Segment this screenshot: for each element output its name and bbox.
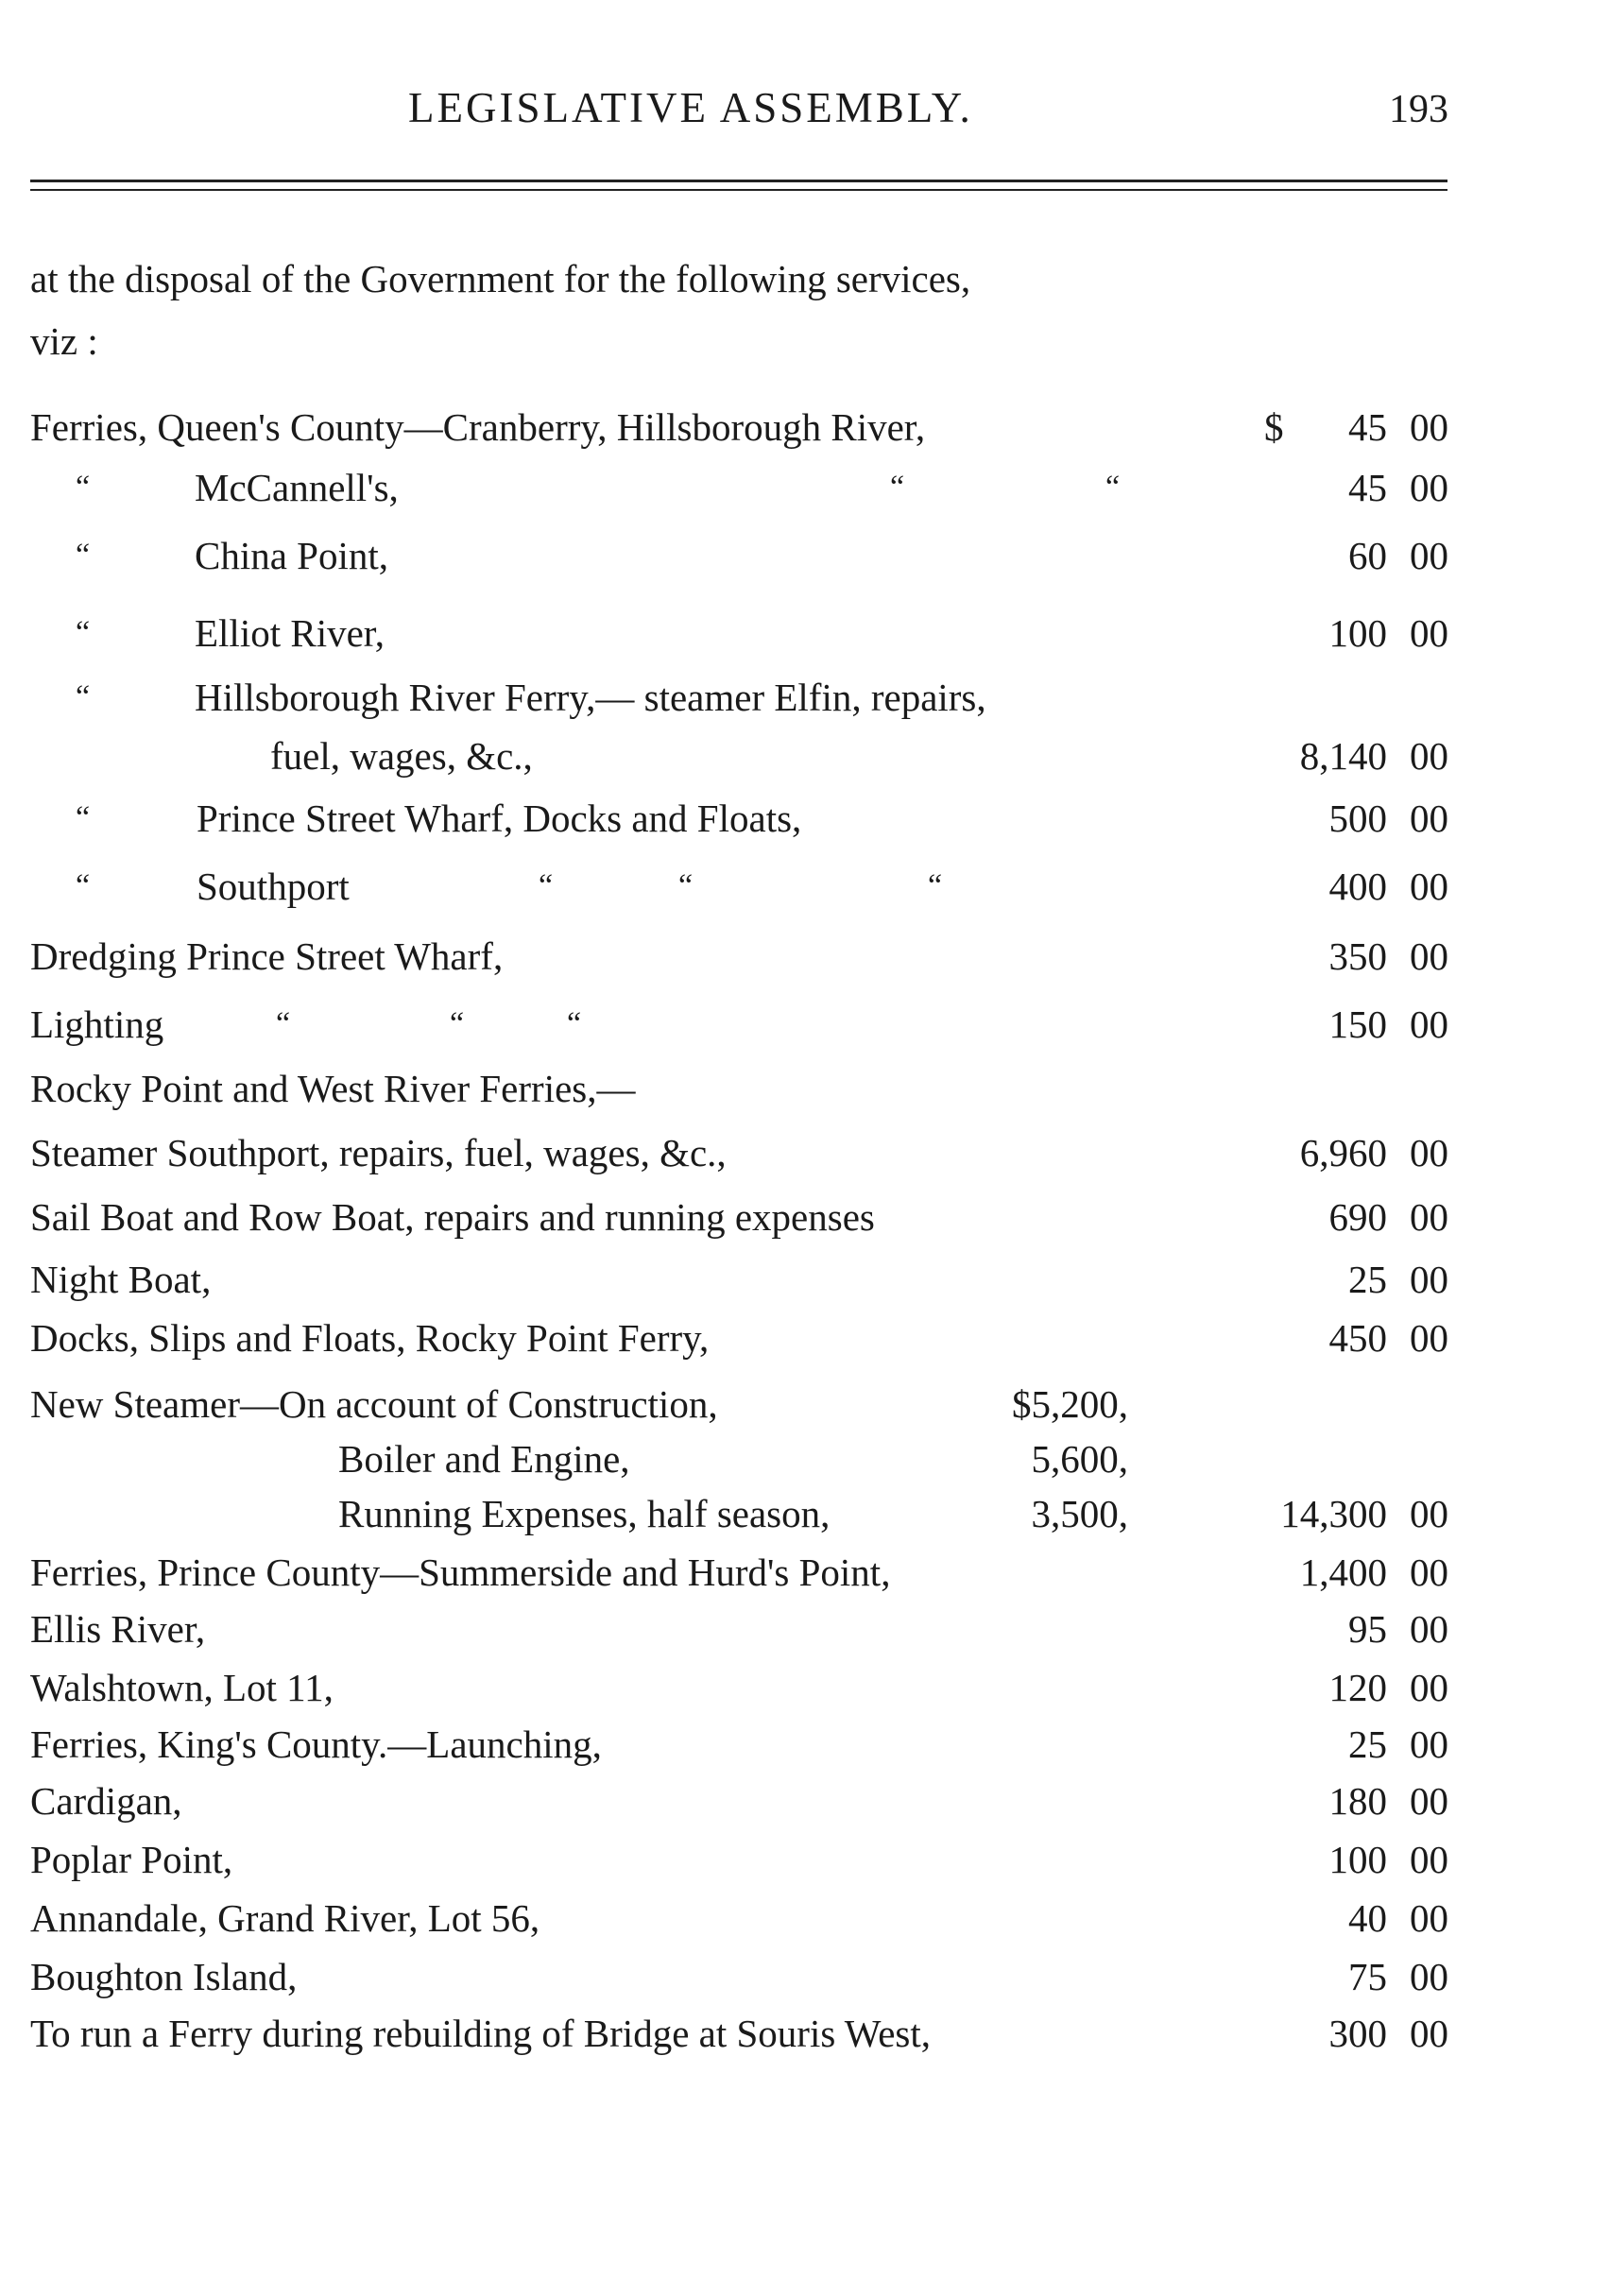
item-label: Boiler and Engine, [338, 1437, 630, 1481]
item-amount: 150 [1328, 1002, 1387, 1046]
ditto-mark: “ [890, 470, 905, 505]
item-label: Walshtown, Lot 11, [30, 1666, 334, 1709]
intro-line: viz : [30, 319, 98, 363]
table-row [0, 1606, 1610, 1652]
item-label: Elliot River, [195, 611, 385, 655]
ditto-mark: “ [539, 868, 554, 903]
table-row [0, 1315, 1610, 1361]
item-label: McCannell's, [195, 466, 399, 509]
ditto-mark: “ [276, 1006, 291, 1041]
item-amount: 1,400 [1299, 1551, 1387, 1594]
item-amount: 300 [1328, 2012, 1387, 2055]
item-amount: 8,140 [1299, 734, 1387, 778]
ditto-mark: “ [567, 1006, 582, 1041]
item-label: Annandale, Grand River, Lot 56, [30, 1896, 540, 1940]
item-cents: 00 [1410, 1838, 1448, 1881]
table-row [0, 1381, 1610, 1427]
item-cents: 00 [1410, 534, 1448, 577]
intro-paragraph [30, 248, 1353, 372]
table-row [0, 1550, 1610, 1595]
ditto-mark: “ [928, 868, 943, 903]
header-rule [30, 180, 1447, 182]
table-row [0, 465, 1610, 510]
table-row [0, 1130, 1610, 1175]
table-row [0, 1722, 1610, 1767]
item-amount: 25 [1348, 1722, 1387, 1766]
ditto-mark: “ [76, 800, 91, 835]
item-label: Ferries, Queen's County—Cranberry, Hillsborough River, [30, 405, 926, 449]
page-title: LEGISLATIVE ASSEMBLY. [408, 84, 973, 131]
item-label: Rocky Point and West River Ferries,— [30, 1067, 636, 1110]
item-label: fuel, wages, &c., [270, 734, 533, 778]
ditto-mark: “ [678, 868, 694, 903]
item-label: Hillsborough River Ferry,— steamer Elfin, repairs, [195, 676, 986, 719]
ditto-mark: “ [76, 868, 91, 903]
item-label: Ellis River, [30, 1607, 206, 1651]
item-cents: 00 [1410, 2012, 1448, 2055]
item-amount: 6,960 [1299, 1131, 1387, 1174]
ditto-mark: “ [1105, 470, 1121, 505]
item-amount: 25 [1348, 1258, 1387, 1301]
item-amount: 100 [1328, 1838, 1387, 1881]
table-row [0, 1066, 1610, 1111]
table-row [0, 1837, 1610, 1882]
table-row [0, 533, 1610, 578]
table-row [0, 1954, 1610, 1999]
table-row [0, 1002, 1610, 1047]
item-sub-amount: 3,500, [1031, 1492, 1128, 1535]
item-label: Ferries, King's County.—Launching, [30, 1722, 602, 1766]
item-cents: 00 [1410, 405, 1448, 449]
table-row [0, 1436, 1610, 1482]
page-number: 193 [1389, 88, 1448, 131]
item-amount: 60 [1348, 534, 1387, 577]
table-row [0, 864, 1610, 909]
item-amount: 100 [1328, 611, 1387, 655]
table-row [0, 675, 1610, 720]
table-row [0, 610, 1610, 656]
item-amount: 690 [1328, 1195, 1387, 1239]
item-cents: 00 [1410, 1492, 1448, 1535]
item-amount: 120 [1328, 1666, 1387, 1709]
item-label: Sail Boat and Row Boat, repairs and running expenses [30, 1195, 875, 1239]
item-cents: 00 [1410, 1666, 1448, 1709]
item-label: Ferries, Prince County—Summerside and Hurd's Point, [30, 1551, 891, 1594]
table-row [0, 404, 1610, 450]
table-row [0, 1895, 1610, 1941]
item-label: Poplar Point, [30, 1838, 233, 1881]
table-row [0, 733, 1610, 779]
item-label: Southport [197, 865, 350, 908]
item-cents: 00 [1410, 1607, 1448, 1651]
ditto-mark: “ [76, 615, 91, 650]
item-amount: 400 [1328, 865, 1387, 908]
table-row [0, 1491, 1610, 1536]
item-label: Lighting [30, 1002, 164, 1046]
table-row [0, 1665, 1610, 1710]
item-label: New Steamer—On account of Construction, [30, 1382, 718, 1426]
item-cents: 00 [1410, 1131, 1448, 1174]
item-label: Cardigan, [30, 1779, 182, 1823]
item-sub-amount: $5,200, [1012, 1382, 1128, 1426]
table-row [0, 1778, 1610, 1824]
item-label: Dredging Prince Street Wharf, [30, 934, 504, 978]
item-amount: 14,300 [1280, 1492, 1387, 1535]
item-cents: 00 [1410, 1955, 1448, 1998]
item-cents: 00 [1410, 1779, 1448, 1823]
item-label: Prince Street Wharf, Docks and Floats, [197, 797, 802, 840]
intro-line: at the disposal of the Government for the following services, [30, 257, 971, 300]
item-label: Boughton Island, [30, 1955, 298, 1998]
item-label: Docks, Slips and Floats, Rocky Point Ferry, [30, 1316, 710, 1360]
item-amount: 40 [1348, 1896, 1387, 1940]
item-cents: 00 [1410, 611, 1448, 655]
ditto-mark: “ [76, 538, 91, 573]
item-cents: 00 [1410, 1316, 1448, 1360]
item-label: China Point, [195, 534, 389, 577]
ditto-mark: “ [76, 470, 91, 505]
item-amount: 95 [1348, 1607, 1387, 1651]
item-label: To run a Ferry during rebuilding of Bridge at Souris West, [30, 2012, 932, 2055]
item-cents: 00 [1410, 466, 1448, 509]
table-row [0, 2011, 1610, 2056]
item-amount: 350 [1328, 934, 1387, 978]
item-cents: 00 [1410, 1195, 1448, 1239]
item-cents: 00 [1410, 1002, 1448, 1046]
item-amount: 75 [1348, 1955, 1387, 1998]
item-amount: 500 [1328, 797, 1387, 840]
item-amount: 180 [1328, 1779, 1387, 1823]
table-row [0, 1257, 1610, 1302]
item-sub-amount: 5,600, [1031, 1437, 1128, 1481]
item-cents: 00 [1410, 1896, 1448, 1940]
item-cents: 00 [1410, 1722, 1448, 1766]
table-row [0, 1194, 1610, 1240]
item-label: Running Expenses, half season, [338, 1492, 831, 1535]
running-head [0, 83, 1610, 140]
item-amount: 45 [1348, 466, 1387, 509]
item-label: Night Boat, [30, 1258, 212, 1301]
item-label: Steamer Southport, repairs, fuel, wages, &c., [30, 1131, 727, 1174]
header-rule-thin [30, 189, 1447, 191]
ditto-mark: “ [76, 679, 91, 714]
item-cents: 00 [1410, 865, 1448, 908]
item-cents: 00 [1410, 734, 1448, 778]
table-row [0, 796, 1610, 841]
table-row [0, 934, 1610, 979]
item-cents: 00 [1410, 1258, 1448, 1301]
item-cents: 00 [1410, 797, 1448, 840]
item-amount: 450 [1328, 1316, 1387, 1360]
item-cents: 00 [1410, 1551, 1448, 1594]
dollar-sign: $ [1264, 405, 1284, 449]
ditto-mark: “ [450, 1006, 465, 1041]
item-amount: 45 [1348, 405, 1387, 449]
item-cents: 00 [1410, 934, 1448, 978]
